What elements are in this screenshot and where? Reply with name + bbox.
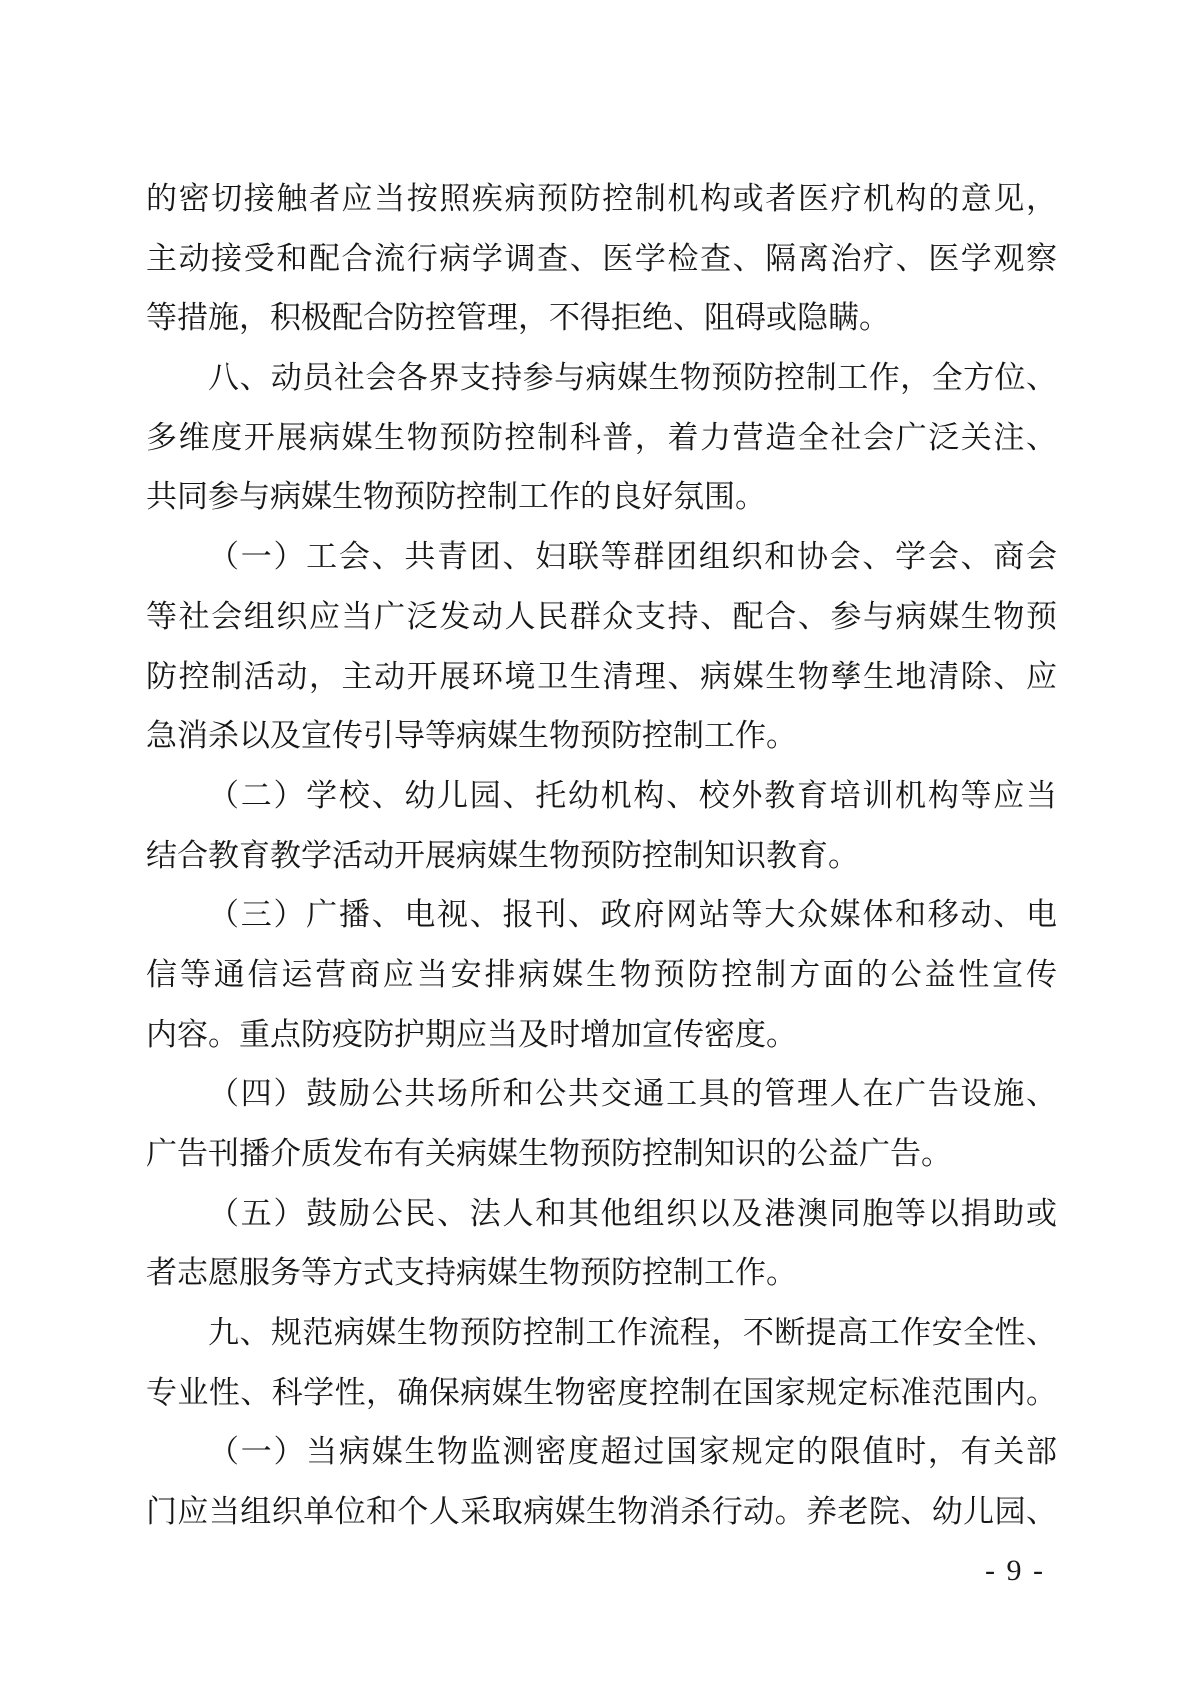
text-line: 结合教育教学活动开展病媒生物预防控制知识教育。 <box>146 837 859 873</box>
text-line: 九、规范病媒生物预防控制工作流程，不断提高工作安全性、 <box>208 1315 1057 1351</box>
text-line: 八、动员社会各界支持参与病媒生物预防控制工作，全方位、 <box>208 360 1057 396</box>
text-line: 门应当组织单位和个人采取病媒生物消杀行动。养老院、幼儿园、 <box>146 1494 1057 1530</box>
text-line: 的密切接触者应当按照疾病预防控制机构或者医疗机构的意见， <box>146 181 1057 216</box>
text-line: （三）广播、电视、报刊、政府网站等大众媒体和移动、电 <box>208 897 1057 933</box>
text-line: （四）鼓励公共场所和公共交通工具的管理人在广告设施、 <box>208 1076 1057 1112</box>
text-line: 信等通信运营商应当安排病媒生物预防控制方面的公益性宣传 <box>146 956 1057 992</box>
text-line: 者志愿服务等方式支持病媒生物预防控制工作。 <box>146 1255 797 1291</box>
text-line: （五）鼓励公民、法人和其他组织以及港澳同胞等以捐助或 <box>208 1195 1057 1231</box>
text-line: 等措施，积极配合防控管理，不得拒绝、阻碍或隐瞒。 <box>146 300 890 336</box>
page-number: - 9 - <box>985 1554 1045 1587</box>
text-line: 共同参与病媒生物预防控制工作的良好氛围。 <box>146 479 766 515</box>
text-line: （一）当病媒生物监测密度超过国家规定的限值时，有关部 <box>208 1434 1057 1470</box>
text-line: 急消杀以及宣传引导等病媒生物预防控制工作。 <box>146 718 797 754</box>
text-line: 内容。重点防疫防护期应当及时增加宣传密度。 <box>146 1016 797 1052</box>
text-line: 广告刊播介质发布有关病媒生物预防控制知识的公益广告。 <box>146 1136 952 1171</box>
text-line: 防控制活动，主动开展环境卫生清理、病媒生物孳生地清除、应 <box>146 658 1057 694</box>
document-body <box>146 169 1057 1542</box>
text-line: 专业性、科学性，确保病媒生物密度控制在国家规定标准范围内。 <box>146 1374 1057 1410</box>
text-line: 主动接受和配合流行病学调查、医学检查、隔离治疗、医学观察 <box>146 240 1057 276</box>
text-line: 等社会组织应当广泛发动人民群众支持、配合、参与病媒生物预 <box>146 598 1057 634</box>
text-line: 多维度开展病媒生物预防控制科普，着力营造全社会广泛关注、 <box>146 419 1057 455</box>
text-line: （二）学校、幼儿园、托幼机构、校外教育培训机构等应当 <box>208 777 1057 813</box>
text-line: （一）工会、共青团、妇联等群团组织和协会、学会、商会 <box>208 539 1057 575</box>
